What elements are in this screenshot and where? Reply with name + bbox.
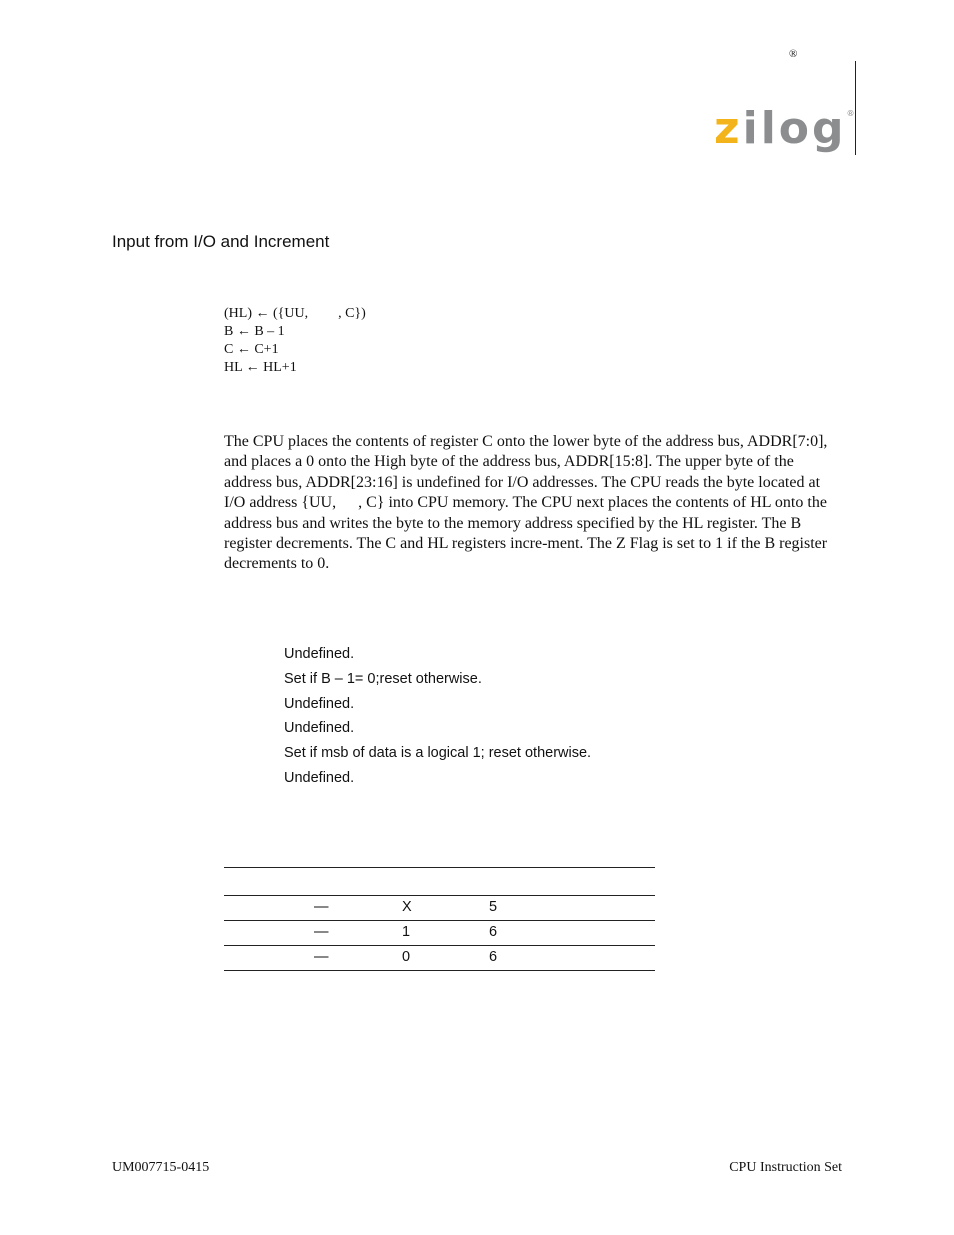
operation-line <box>224 305 366 323</box>
table-cell: 5 <box>489 899 498 915</box>
table-cell: — <box>314 924 329 940</box>
table-cell: 6 <box>489 924 498 940</box>
logo-z: z <box>714 103 743 154</box>
table-row <box>224 921 655 946</box>
zilog-logo <box>714 103 858 159</box>
operation-line: B ← B – 1 <box>224 324 285 339</box>
table-cell: — <box>314 899 329 915</box>
logo-registered: ® <box>846 109 858 118</box>
flag-entry: Undefined. <box>284 646 355 662</box>
description-text: The CPU places the contents of register C onto the lower byte of the address bus, ADDR[7:0], and places a 0 onto the High byte of the address bus, ADDR[15:8]. The upper byte of the address bus, ADDR[23:16] is undefined for I/O addresses. The CPU reads the byte located at I/O address {UU, <box>224 433 828 512</box>
table-header-row <box>224 867 655 896</box>
flag-entry: Undefined. <box>284 695 355 712</box>
footer-doc-id: UM007715-0415 <box>112 1160 210 1175</box>
footer-section-name: CPU Instruction Set <box>729 1160 842 1175</box>
operation-text: , C}) <box>338 306 366 321</box>
table-cell: 0 <box>402 949 411 965</box>
registered-mark: ® <box>789 48 798 60</box>
description-paragraph <box>224 432 842 575</box>
flags-list <box>284 642 591 791</box>
description-text: , C} into CPU memory. The CPU next places the contents of HL onto the address bus and writes the byte to the memory address specified by the HL register. The B register decrements. The C and HL registers incre-ment. The Z Flag is set to 1 if the B register decrements to 0. <box>224 494 828 573</box>
table-cell: — <box>314 949 329 965</box>
flag-entry: Set if msb of data is a logical 1; reset otherwise. <box>284 745 592 762</box>
flag-entry: Set if B – 1= 0;reset otherwise. <box>284 670 482 687</box>
flag-entry: Undefined. <box>284 720 355 737</box>
flag-entry: Undefined. <box>284 769 355 786</box>
operation-text: (HL) ← ({UU, <box>224 306 309 321</box>
table-cell: 6 <box>489 949 498 965</box>
operation-line: HL ← HL+1 <box>224 360 297 375</box>
table-row <box>224 896 655 921</box>
operation-line: C ← C+1 <box>224 342 279 357</box>
table-row <box>224 946 655 971</box>
instruction-table <box>224 867 655 971</box>
operation-block <box>224 305 366 377</box>
table-cell: 1 <box>402 924 411 940</box>
table-cell: X <box>402 899 412 915</box>
section-heading: Input from I/O and Increment <box>112 232 330 251</box>
logo-ilog: ilog <box>742 103 847 154</box>
